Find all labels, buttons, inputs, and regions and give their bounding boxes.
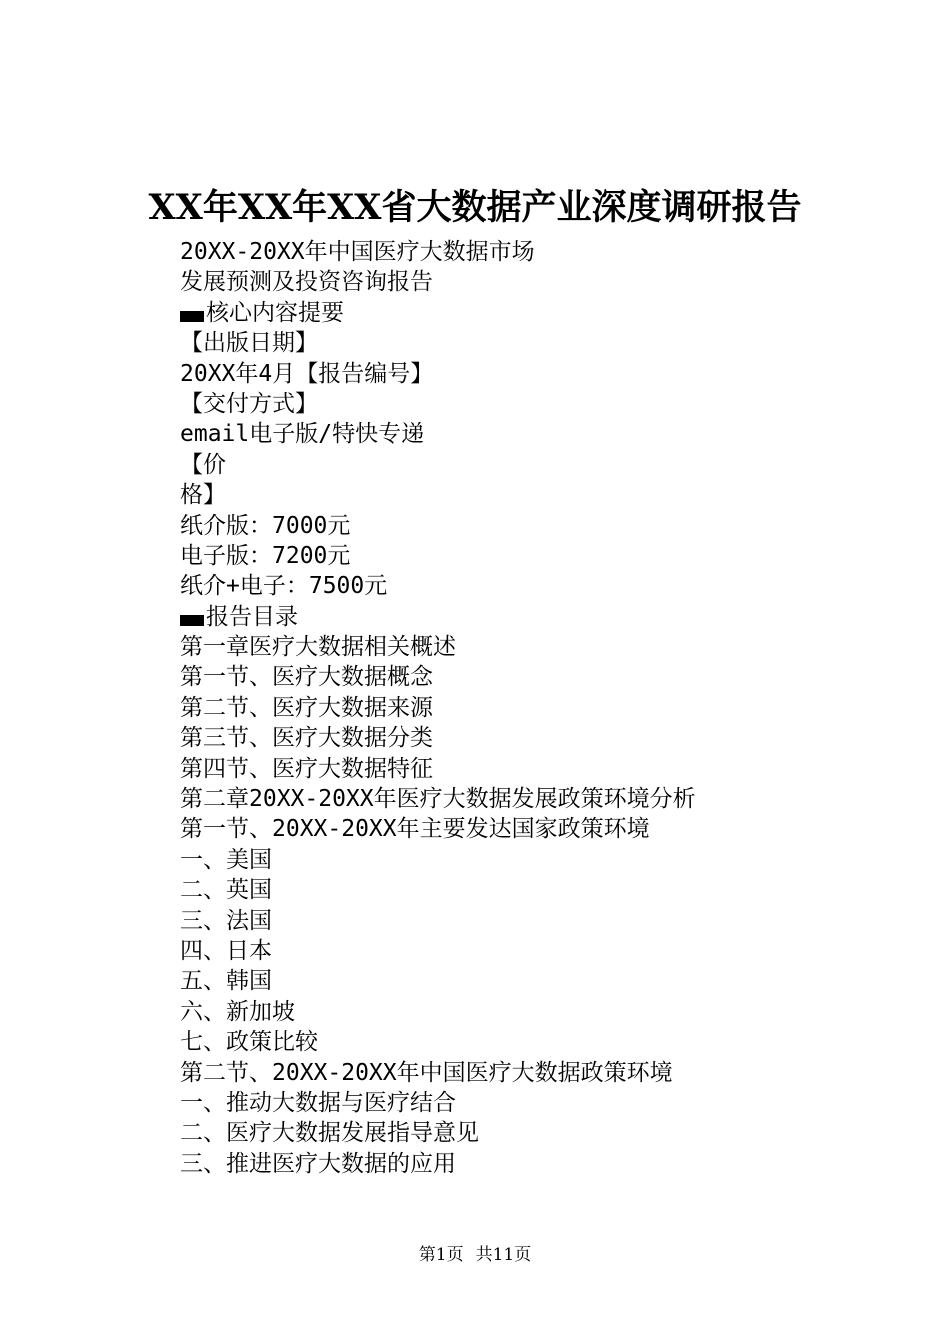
line-text: 20XX年4月【报告编号】 <box>180 360 434 387</box>
text-line <box>178 541 878 571</box>
line-text: 三、推进医疗大数据的应用 <box>180 1150 456 1177</box>
line-text: 第一节、医疗大数据概念 <box>180 664 433 691</box>
line-text: 五、韩国 <box>180 968 272 995</box>
page-footer <box>0 1243 950 1267</box>
text-line <box>178 237 878 267</box>
text-line <box>178 1027 878 1057</box>
text-line <box>178 662 878 692</box>
page-total: 共11页 <box>475 1245 532 1265</box>
text-line <box>178 511 878 541</box>
block-bullet-icon <box>180 311 204 322</box>
line-text: 一、推动大数据与医疗结合 <box>180 1089 456 1116</box>
page-number: 第1页 <box>418 1245 464 1265</box>
line-text: 纸介版：7000元 <box>180 512 351 539</box>
text-line <box>178 1118 878 1148</box>
line-text: 【价 <box>180 451 226 478</box>
line-text: 【出版日期】 <box>180 330 318 357</box>
text-line <box>178 267 878 297</box>
text-line <box>178 784 878 814</box>
block-bullet-icon <box>180 615 204 626</box>
line-text: 第一章医疗大数据相关概述 <box>180 634 456 661</box>
text-line <box>178 480 878 510</box>
line-text: 【交付方式】 <box>180 390 318 417</box>
line-text: 核心内容提要 <box>206 299 344 326</box>
line-text: 六、新加坡 <box>180 998 295 1025</box>
line-text: email电子版/特快专递 <box>180 421 425 448</box>
text-line <box>178 814 878 844</box>
line-text: 一、美国 <box>180 846 272 873</box>
line-text: 二、英国 <box>180 877 272 904</box>
text-line <box>178 845 878 875</box>
document-title: XX年XX年XX省大数据产业深度调研报告 <box>148 187 802 228</box>
text-line <box>178 997 878 1027</box>
line-text: 三、法国 <box>180 907 272 934</box>
text-line <box>178 906 878 936</box>
line-text: 纸介+电子：7500元 <box>180 573 388 600</box>
text-line <box>178 419 878 449</box>
text-line <box>178 389 878 419</box>
text-line <box>178 450 878 480</box>
section-heading-line <box>178 298 878 328</box>
line-text: 发展预测及投资咨询报告 <box>180 269 433 296</box>
text-line <box>178 754 878 784</box>
document-body <box>178 237 878 1179</box>
line-text: 电子版：7200元 <box>180 542 351 569</box>
text-line <box>178 966 878 996</box>
line-text: 第二节、医疗大数据来源 <box>180 694 433 721</box>
line-text: 七、政策比较 <box>180 1029 318 1056</box>
line-text: 第二章20XX-20XX年医疗大数据发展政策环境分析 <box>180 786 696 813</box>
text-line <box>178 328 878 358</box>
text-line <box>178 1058 878 1088</box>
line-text: 第四节、医疗大数据特征 <box>180 755 433 782</box>
line-text: 格】 <box>180 482 226 509</box>
line-text: 20XX-20XX年中国医疗大数据市场 <box>180 239 535 265</box>
section-heading-line <box>178 602 878 632</box>
text-line <box>178 1088 878 1118</box>
text-line <box>178 693 878 723</box>
text-line <box>178 936 878 966</box>
line-text: 二、医疗大数据发展指导意见 <box>180 1120 479 1147</box>
text-line <box>178 632 878 662</box>
text-line <box>178 571 878 601</box>
text-line <box>178 359 878 389</box>
line-text: 四、日本 <box>180 937 272 964</box>
line-text: 第三节、医疗大数据分类 <box>180 725 433 752</box>
text-line <box>178 875 878 905</box>
line-text: 第一节、20XX-20XX年主要发达国家政策环境 <box>180 816 650 843</box>
text-line <box>178 1149 878 1179</box>
line-text: 第二节、20XX-20XX年中国医疗大数据政策环境 <box>180 1059 673 1086</box>
text-line <box>178 723 878 753</box>
line-text: 报告目录 <box>206 603 298 630</box>
